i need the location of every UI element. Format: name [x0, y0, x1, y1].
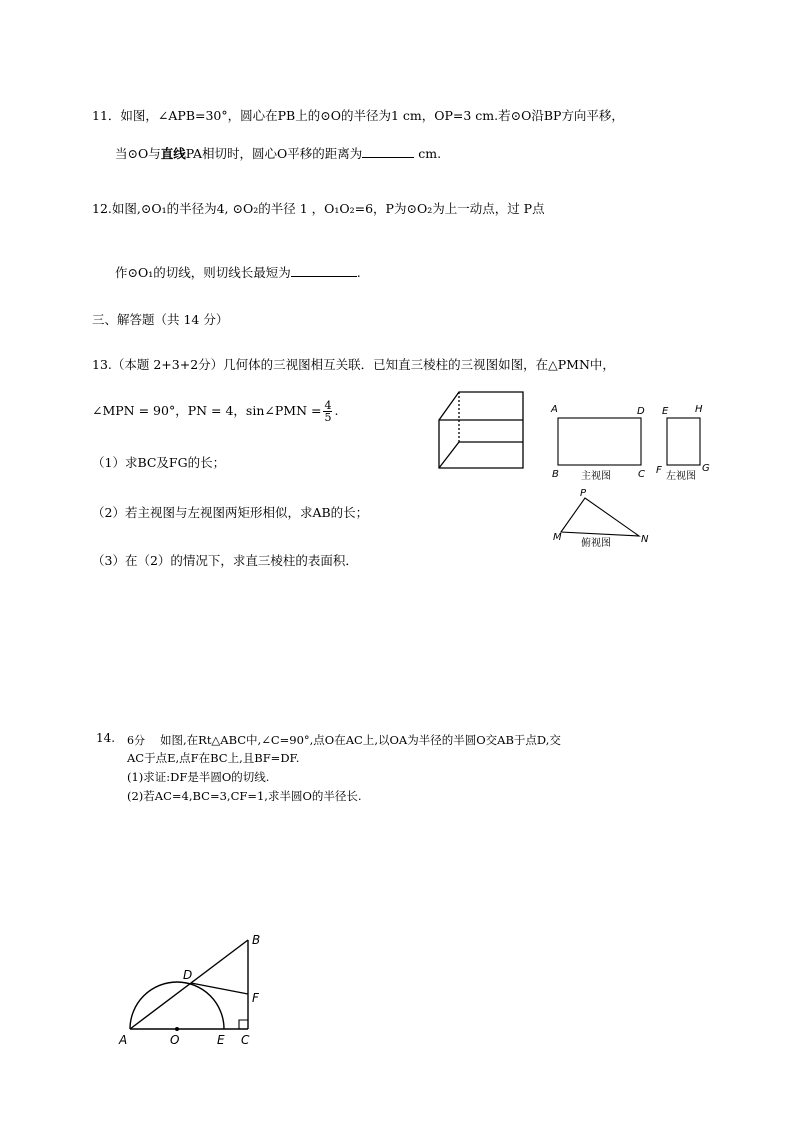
side-view-caption: 左视图 [666, 471, 696, 482]
right-angle-mark [239, 1020, 248, 1029]
semicircle-arc [130, 982, 224, 1029]
label-M: M [553, 532, 562, 543]
label-E: E [662, 406, 669, 417]
label-N: N [641, 534, 649, 545]
q14-line1: 如图,在Rt△ABC中,∠C=90°,点O在AC上,以OA为半径的半圆O交AB于点D,交 [160, 733, 561, 747]
label-E: E [217, 1033, 225, 1047]
q12-line1: 12.如图,⊙O₁的半径为4, ⊙O₂的半径 1 ，O₁O₂=6，P为⊙O₂为上一动点，过 P点 [92, 201, 545, 216]
label-C: C [241, 1033, 250, 1047]
q13-cond-text: ∠MPN = 90°，PN = 4，sin∠PMN = [92, 403, 322, 418]
prism-figure [430, 384, 530, 478]
q13-part3: （3）在（2）的情况下，求直三棱柱的表面积． [92, 553, 358, 568]
segment-AB [130, 940, 248, 1029]
q11-line2 [115, 144, 441, 162]
section-title: 三、解答题（共 14 分） [92, 312, 229, 327]
q14-number: 14. [96, 731, 116, 745]
q14-part2: (2)若AC=4,BC=3,CF=1,求半圆O的半径长. [127, 789, 362, 803]
point-O [175, 1027, 179, 1031]
label-H: H [695, 404, 703, 415]
top-view-caption: 俯视图 [581, 538, 611, 549]
label-G: G [702, 463, 710, 474]
q12-text-end: . [356, 265, 361, 280]
label-F: F [656, 465, 662, 476]
q14-line2: AC于点E,点F在BC上,且BF=DF. [127, 751, 300, 765]
q13-stem: 13.（本题 2+3+2分）几何体的三视图相互关联．已知直三棱柱的三视图如图，在△PMN中， [92, 357, 615, 372]
q11-text-c: PA相切时，圆心O平移的距离为 [185, 146, 363, 161]
label-A: A [119, 1033, 128, 1047]
q13-cond-end: . [334, 403, 339, 418]
q14-part1: (1)求证:DF是半圆O的切线. [127, 770, 270, 784]
top-view-triangle [561, 498, 639, 536]
label-B: B [252, 933, 261, 947]
segment-DF [191, 983, 248, 994]
label-C: C [638, 469, 645, 480]
q12-text: 作⊙O₁的切线，则切线长最短为 [115, 265, 291, 280]
label-O: O [170, 1033, 180, 1047]
label-F: F [252, 991, 259, 1005]
label-A: A [551, 404, 558, 415]
q11-text-bold: 直线 [160, 146, 186, 161]
q13-fraction [323, 400, 332, 423]
label-B: B [552, 469, 559, 480]
q13-frac-den: 5 [324, 411, 332, 424]
label-P: P [580, 488, 587, 499]
q13-part1: （1）求BC及FG的长； [92, 455, 226, 470]
front-view-rect [558, 418, 641, 465]
three-view-figure [548, 398, 718, 550]
semicircle-figure [110, 928, 270, 1050]
side-view-rect [667, 418, 700, 465]
q11-line1: 11．如图，∠APB=30°，圆心在PB上的⊙O的半径为1 cm，OP=3 cm.若⊙O沿BP方向平移， [92, 108, 624, 123]
q12-answer-blank[interactable] [291, 263, 357, 277]
q11-text-a: 当⊙O与 [115, 146, 161, 161]
front-view-caption: 主视图 [581, 471, 611, 482]
q11-answer-blank[interactable] [362, 144, 414, 158]
q13-part2: （2）若主视图与左视图两矩形相似，求AB的长； [92, 505, 369, 520]
q12-line2 [115, 263, 361, 281]
q13-condition [92, 398, 338, 424]
label-D: D [637, 406, 645, 417]
label-D: D [183, 968, 193, 982]
q13-frac-num: 4 [324, 399, 332, 412]
q11-text-d: cm. [414, 146, 442, 161]
q14-score: 6分 [127, 734, 145, 747]
